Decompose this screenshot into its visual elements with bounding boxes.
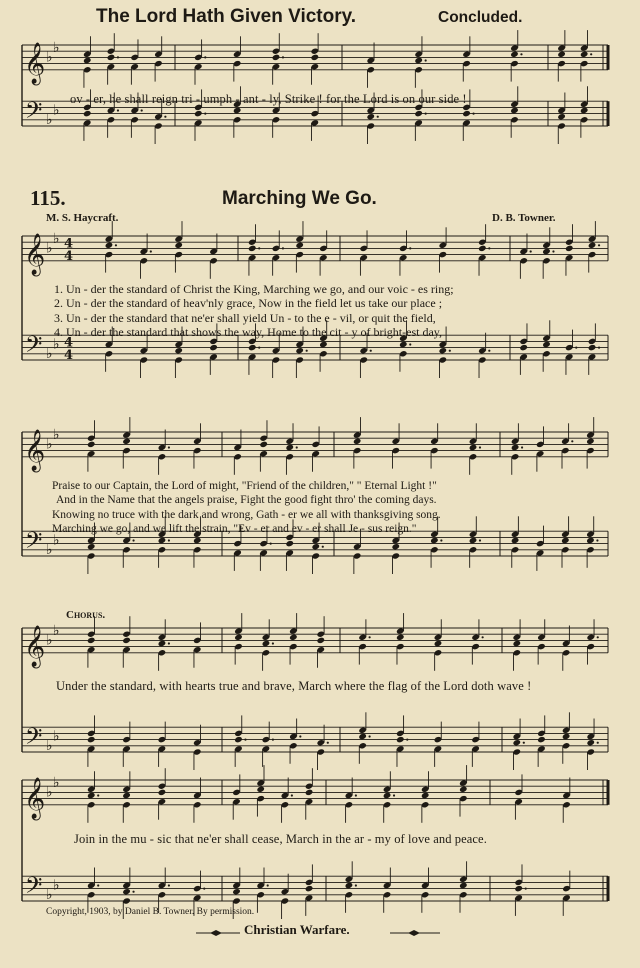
note-dot (291, 794, 293, 796)
bass-clef-icon: 𝄢 (25, 527, 43, 559)
time-signature-bottom: 4 (64, 248, 74, 264)
flat-icon: ♭ (46, 49, 53, 66)
treble-clef-icon: 𝄞 (24, 233, 46, 275)
note-dot (132, 891, 134, 893)
note-head (256, 786, 265, 793)
bass-clef-icon: 𝄢 (25, 723, 43, 755)
note-head (305, 885, 314, 892)
flat-icon: ♭ (53, 728, 60, 745)
footer-ornament-left (196, 928, 240, 938)
treble-clef-icon: 𝄞 (24, 625, 46, 667)
time-signature-top: 4 (64, 335, 74, 351)
chorus-lyric-1: Under the standard, with hearts true and brave, March where the flag of the Lord doth wave ! (56, 679, 532, 693)
note-dot (97, 794, 99, 796)
bass-clef-icon: 𝄢 (25, 331, 43, 363)
note-head (122, 888, 131, 895)
note-head (383, 792, 392, 799)
time-signature-top: 4 (64, 236, 74, 252)
note-head (459, 882, 468, 889)
treble-clef-icon: 𝄞 (24, 777, 46, 819)
words-credit: M. S. Haycraft. (46, 212, 119, 224)
flat-icon: ♭ (46, 111, 53, 128)
page-title-suffix: Concluded. (438, 9, 523, 26)
flat-icon: ♭ (46, 240, 53, 257)
note-dot (355, 884, 357, 886)
chorus-lyric-2: Join in the mu - sic that ne'er shall cease, March in the ar - my of love and peace. (74, 832, 487, 846)
flat-icon: ♭ (46, 632, 53, 649)
time-signature-bottom: 4 (64, 348, 74, 363)
flat-icon: ♭ (53, 231, 60, 248)
note-head (421, 792, 430, 799)
note-head (87, 792, 96, 799)
bass-clef-icon: 𝄢 (25, 872, 43, 904)
verse-4-line-b: Marching we go, and we lift the strain, "Ev - er and ev - er shall Je - sus reign." (52, 522, 417, 535)
flat-icon: ♭ (46, 436, 53, 453)
verse-3-line: 3. Un - der the standard that ne'er shall yield Un - to the e - vil, or quit the field, (54, 310, 436, 325)
flat-icon: ♭ (53, 427, 60, 444)
chorus-label: Chorus. (66, 609, 106, 621)
flat-icon: ♭ (46, 886, 53, 903)
page-title: The Lord Hath Given Victory. (96, 6, 357, 27)
flat-icon: ♭ (46, 784, 53, 801)
note-head (158, 789, 167, 796)
note-dot (267, 884, 269, 886)
flat-icon: ♭ (53, 623, 60, 640)
flat-icon: ♭ (53, 775, 60, 792)
verse-4-line: 4. Un - der the standard that shows the way, Home to the cit - y of bright-est day, (54, 324, 443, 339)
treble-clef-icon: 𝄞 (24, 429, 46, 471)
note-dot (525, 888, 527, 890)
flat-icon: ♭ (53, 102, 60, 119)
note-dot (393, 794, 395, 796)
note-head (305, 789, 314, 796)
flat-icon: ♭ (46, 345, 53, 362)
verse-2-line-b: And in the Name that the angels praise, Fight the good fight thro' the coming days. (56, 494, 437, 507)
flat-icon: ♭ (46, 737, 53, 754)
treble-clef-icon: 𝄞 (24, 42, 46, 84)
flat-icon: ♭ (53, 336, 60, 353)
verse-1-line-b: Praise to our Captain, the Lord of might, "Friend of the children," " Eternal Light !" (52, 480, 437, 492)
note-head (459, 786, 468, 793)
flat-icon: ♭ (53, 877, 60, 894)
note-head (122, 792, 131, 799)
verse-3-line-b: Knowing no truce with the dark and wrong, Gath - er we all with thanksgiving song. (52, 508, 441, 521)
verse-1-line: 1. Un - der the standard of Christ the King, Marching we go, and our voic - es ring; (54, 282, 454, 296)
footer-ornament-right (390, 928, 440, 938)
note-head (345, 882, 354, 889)
bass-clef-icon: 𝄢 (25, 97, 43, 129)
note-dot (203, 888, 205, 890)
note-head (232, 888, 241, 895)
note-dot (355, 794, 357, 796)
note-dot (168, 884, 170, 886)
flat-icon: ♭ (53, 40, 60, 57)
verse-2-line: 2. Un - der the standard of heav'nly grace, Now in the field let us take our place ; (54, 296, 443, 311)
lyric-line-top: ov - er, he shall reign tri - umph - ant - ly, Strike ! for the Lord is on our side ! (70, 92, 467, 106)
note-head (514, 885, 523, 892)
note-dot (97, 884, 99, 886)
flat-icon: ♭ (46, 541, 53, 558)
music-credit: D. B. Towner. (492, 212, 556, 224)
copyright-notice: Copyright, 1903, by Daniel B. Towner. By permission. (46, 907, 255, 917)
footer-section-title: Christian Warfare. (244, 922, 350, 937)
hymn-number: 115. (30, 186, 66, 210)
flat-icon: ♭ (53, 532, 60, 549)
hymn-title: Marching We Go. (222, 188, 377, 209)
